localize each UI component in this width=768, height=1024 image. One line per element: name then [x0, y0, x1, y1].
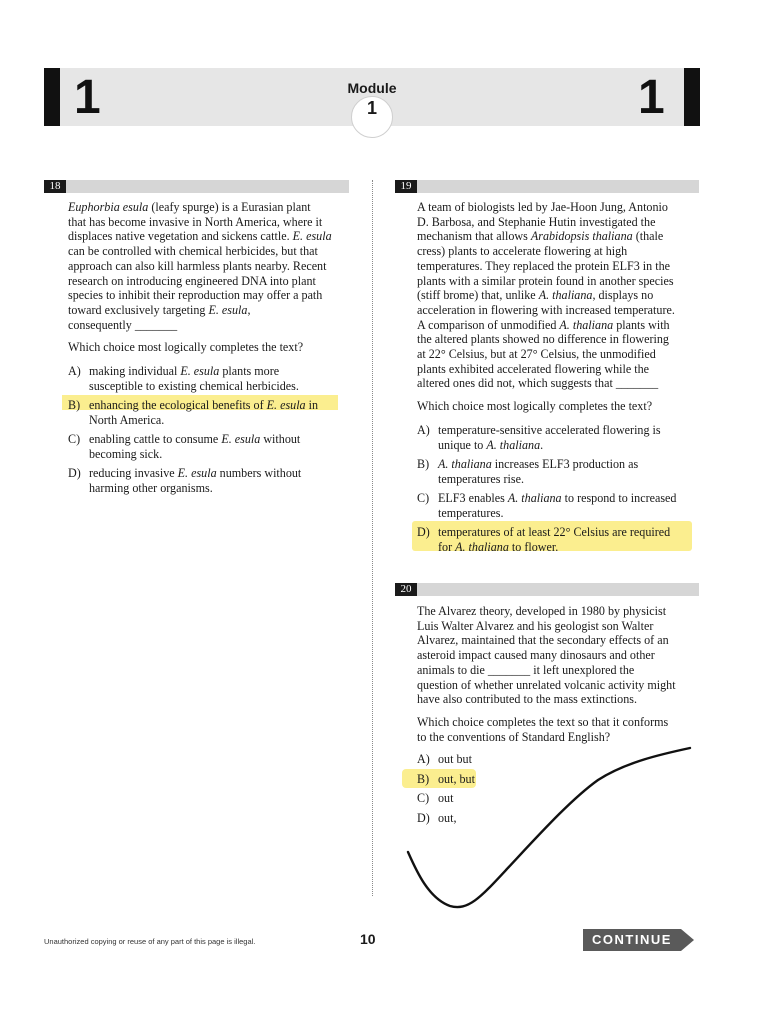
question-19-choice-c[interactable]: [417, 491, 707, 521]
passage-line: can be controlled with chemical herbicides, but that: [68, 244, 318, 259]
choice-text: making individual E. esula plants more susceptible to existing chemical herbicides.: [89, 364, 299, 393]
question-19-number: 19: [395, 180, 417, 193]
module-circle-number: 1: [366, 98, 377, 118]
passage-line: plants exhibited accelerated flowering while the: [417, 361, 650, 376]
passage-line: at 22° Celsius, but at 27° Celsius, the unmodified: [417, 347, 656, 362]
section-number-left: 1: [74, 71, 101, 124]
choice-letter: B): [417, 772, 430, 786]
passage-line: toward exclusively targeting E. esula,: [68, 302, 251, 317]
passage-line: Alvarez, maintained that the secondary effects of an: [417, 633, 669, 648]
choice-text: A. thaliana increases ELF3 production as temperatures rise.: [438, 457, 639, 486]
question-18-number: 18: [44, 180, 66, 193]
question-19-choice-b[interactable]: [417, 457, 707, 487]
passage-line: Euphorbia esula (leafy spurge) is a Eurasian plant: [68, 200, 311, 214]
question-19-prompt: Which choice most logically completes the text?: [417, 399, 653, 413]
question-19-bar: [395, 180, 699, 193]
column-divider: [372, 180, 373, 896]
choice-letter: D): [417, 525, 430, 539]
header-left-bar: [44, 68, 60, 126]
passage-line: temperatures. They replaced the protein ELF3 in the: [417, 258, 670, 273]
question-19-choice-d[interactable]: [417, 525, 707, 555]
question-20-number: 20: [395, 583, 417, 596]
choice-text: ELF3 enables A. thaliana to respond to increased temperatures.: [438, 491, 677, 520]
passage-line: animals to die _______ it left unexplored the: [417, 662, 635, 677]
header-right-bar: [684, 68, 700, 126]
passage-line: consequently _______: [68, 317, 178, 332]
passage-line: species to inhibit their reproduction may offer a path: [68, 288, 323, 303]
choice-text: temperatures of at least 22° Celsius are required for A. thaliana to flower.: [438, 525, 671, 554]
question-18-prompt: Which choice most logically completes the text?: [68, 340, 304, 354]
passage-line: (stiff brome) that, unlike A. thaliana, displays no: [417, 288, 654, 303]
passage-line: altered ones did not, which suggests that _______: [417, 376, 659, 391]
choice-letter: C): [417, 791, 430, 805]
passage-line: cress) plants to accelerate flowering at high: [417, 244, 628, 259]
question-18-bar: [44, 180, 349, 193]
choice-letter: D): [68, 466, 81, 480]
question-18-passage: [68, 200, 353, 332]
copyright-notice: Unauthorized copying or reuse of any part of this page is illegal.: [44, 937, 256, 946]
passage-line: plants with a similar protein found in another species: [417, 273, 674, 288]
question-20-passage: [417, 604, 707, 707]
page-number: 10: [360, 931, 376, 947]
choice-text: out but: [438, 752, 472, 766]
passage-line: mechanism that allows Arabidopsis thaliana (thale: [417, 229, 664, 244]
section-number-right: 1: [638, 71, 665, 124]
passage-line: The Alvarez theory, developed in 1980 by physicist: [417, 604, 667, 618]
choice-letter: C): [68, 432, 81, 446]
question-20-bar: [395, 583, 699, 596]
question-19-passage: [417, 200, 707, 391]
checkmark-icon: [400, 740, 700, 915]
passage-line: have also contributed to the mass extinctions.: [417, 692, 637, 707]
passage-line: asteroid impact caused many dinosaurs and other: [417, 648, 655, 663]
choice-letter: A): [417, 423, 430, 437]
passage-line: displaces native vegetation and sickens cattle. E. esula: [68, 229, 332, 244]
passage-line: Luis Walter Alvarez and his geologist son Walter: [417, 618, 654, 633]
choice-letter: B): [417, 457, 430, 471]
passage-line: research on introducing engineered DNA into plant: [68, 273, 316, 288]
module-label: Module: [347, 80, 397, 96]
choice-letter: C): [417, 491, 430, 505]
choice-text: out: [438, 791, 454, 805]
choice-text: enabling cattle to consume E. esula without becoming sick.: [89, 432, 301, 461]
choice-letter: A): [68, 364, 81, 378]
passage-line: the altered plants showed no difference in flowering: [417, 332, 669, 347]
passage-line: acceleration in flowering with increased temperature.: [417, 302, 675, 317]
choice-letter: D): [417, 811, 430, 825]
question-18-choice-b[interactable]: [68, 398, 353, 428]
choice-text: out,: [438, 811, 457, 825]
passage-line: A team of biologists led by Jae-Hoon Jung, Antonio: [417, 200, 668, 214]
question-18-choice-d[interactable]: [68, 466, 353, 496]
choice-text: reducing invasive E. esula numbers without harming other organisms.: [89, 466, 302, 495]
question-18-choice-a[interactable]: [68, 364, 353, 394]
passage-line: approach can also kill harmless plants nearby. Recent: [68, 258, 327, 273]
passage-line: A comparison of unmodified A. thaliana plants with: [417, 317, 670, 332]
choice-letter: B): [68, 398, 81, 412]
passage-line: D. Barbosa, and Stephanie Hutin investigated the: [417, 214, 656, 229]
passage-line: that has become invasive in North America, where it: [68, 214, 323, 229]
question-18-choice-c[interactable]: [68, 432, 353, 462]
choice-letter: A): [417, 752, 430, 766]
continue-button[interactable]: CONTINUE: [592, 932, 672, 947]
question-19-choice-a[interactable]: [417, 423, 707, 453]
choice-text: enhancing the ecological benefits of E. esula in North America.: [89, 398, 319, 427]
choice-text: temperature-sensitive accelerated flowering is unique to A. thaliana.: [438, 423, 661, 452]
choice-text: out, but: [438, 772, 475, 786]
passage-line: question of whether unrelated volcanic activity might: [417, 677, 676, 692]
question-20-prompt: Which choice completes the text so that it conforms to the conventions of Standard English?: [417, 715, 669, 744]
